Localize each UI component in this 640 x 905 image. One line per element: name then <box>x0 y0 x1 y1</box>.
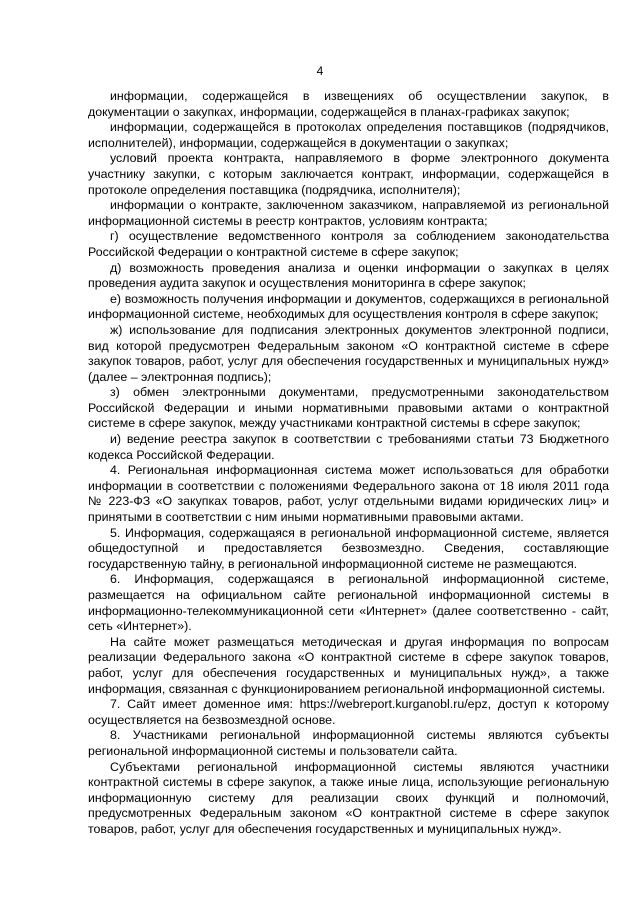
paragraph: г) осуществление ведомственного контроля за соблюдением законодательства Российской Федерации о контрактной системе в сфере закупок; <box>88 229 609 259</box>
page-number: 4 <box>316 64 324 78</box>
paragraph: ж) использование для подписания электронных документов электронной подписи, вид которой предусмотрен Федеральным законом «О контрактной системе в сфере закупок товаров, работ, услуг для обеспечения государственных и муниципальных нужд» (далее – электронная подпись); <box>88 322 609 384</box>
paragraph: условий проекта контракта, направляемого в форме электронного документа участнику закупки, с которым заключается контракт, информации, содержащейся в протоколе определения поставщика (подрядчика, исполнителя); <box>88 151 609 197</box>
paragraph: е) возможность получения информации и документов, содержащихся в региональной информационной системе, необходимых для осуществления контроля в сфере закупок; <box>88 291 609 322</box>
paragraph: На сайте может размещаться методическая и другая информация по вопросам реализации Федерального закона «О контрактной системе в сфере закупок товаров, работ, услуг для обеспечения государственных и муниципальных нужд», а также информация, связанная с функционированием региональной информационной системы. <box>88 634 609 696</box>
paragraph: з) обмен электронными документами, предусмотренными законодательством Российской Федерации и иными нормативными правовыми актами о контрактной системе в сфере закупок, между участниками контрактной системы в сфере закупок; <box>88 385 609 431</box>
paragraph: 6. Информация, содержащаяся в региональной информационной системе, размещается на официальном сайте региональной информационной системы в информационно-телекоммуникационной сети «Интернет» (далее соответственно - сайт, сеть «Интернет»). <box>88 572 609 634</box>
document-body <box>88 89 609 838</box>
paragraph: информации, содержащейся в извещениях об осуществлении закупок, в документации о закупках, информации, содержащейся в планах-графиках закупок; <box>88 89 609 119</box>
paragraph: информации о контракте, заключенном заказчиком, направляемой из региональной информационной системы в реестр контрактов, условиям контракта; <box>88 198 609 228</box>
paragraph: 4. Региональная информационная система может использоваться для обработки информации в соответствии с положениями Федерального закона от 18 июля 2011 года № 223-ФЗ «О закупках товаров, работ, услуг отдельными видами юридических лиц» и принятыми в соответствии с ним иными нормативными правовыми актами. <box>88 463 609 525</box>
paragraph: д) возможность проведения анализа и оценки информации о закупках в целях проведения аудита закупок и осуществления мониторинга в сфере закупок; <box>88 260 609 291</box>
paragraph: 7. Сайт имеет доменное имя: https://webreport.kurganobl.ru/epz, доступ к которому осуществляется на безвозмездной основе. <box>88 697 609 727</box>
paragraph: Субъектами региональной информационной системы являются участники контрактной системы в сфере закупок, а также иные лица, использующие региональную информационную систему для реализации своих функций и полномочий, предусмотренных Федеральным законом «О контрактной системе в сфере закупок товаров, работ, услуг для обеспечения государственных и муниципальных нужд». <box>88 759 609 836</box>
paragraph: 5. Информация, содержащаяся в региональной информационной системе, является общедоступной и предоставляется безвозмездно. Сведения, составляющие государственную тайну, в региональной информационной системе не размещаются. <box>88 525 609 571</box>
paragraph: 8. Участниками региональной информационной системы являются субъекты региональной информационной системы и пользователи сайта. <box>88 728 609 758</box>
paragraph: и) ведение реестра закупок в соответствии с требованиями статьи 73 Бюджетного кодекса Российской Федерации. <box>88 432 609 462</box>
paragraph: информации, содержащейся в протоколах определения поставщиков (подрядчиков, исполнителей), информации, содержащейся в документации о закупках; <box>88 120 609 150</box>
